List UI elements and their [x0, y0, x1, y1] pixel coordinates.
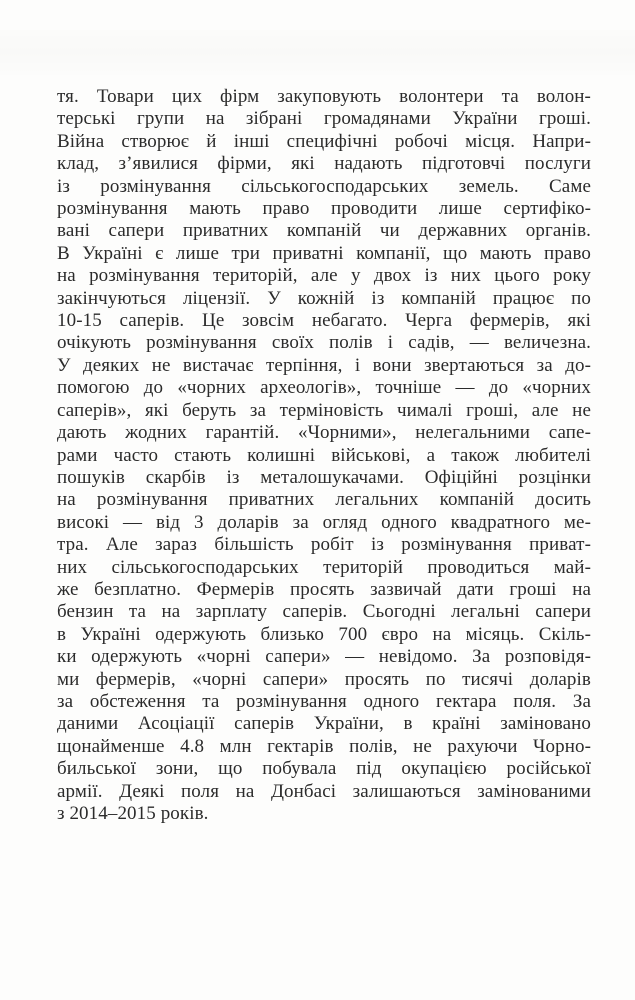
text-line: високі — від 3 доларів за огляд одного квадратного ме-	[57, 511, 591, 533]
text-line: розмінування мають право проводити лише сертифіко-	[57, 198, 591, 220]
text-line: ки одержують «чорні сапери» — невідомо. За розповідя-	[57, 646, 591, 668]
text-line: щонайменше 4.8 млн гектарів полів, не рахуючи Чорно-	[57, 735, 591, 757]
text-line: рами часто стають колишні військові, а також любителі	[57, 444, 591, 466]
text-line: пошуків скарбів із металошукачами. Офіційні розцінки	[57, 466, 591, 488]
text-line: ми фермерів, «чорні сапери» просять по тисячі доларів	[57, 668, 591, 690]
text-line: тра. Але зараз більшість робіт із розмінування приват-	[57, 534, 591, 556]
text-line: з 2014–2015 років.	[57, 803, 209, 824]
text-line: 10-15 саперів. Це зовсім небагато. Черга фермерів, які	[57, 310, 591, 332]
text-line: бильської зони, що побувала під окупацією російської	[57, 758, 591, 780]
text-line: них сільськогосподарських територій проводиться май-	[57, 556, 591, 578]
text-line: із розмінування сільськогосподарських земель. Саме	[57, 175, 591, 197]
text-line: вані сапери приватних компаній чи державних органів.	[57, 220, 591, 242]
text-line: дають жодних гарантій. «Чорними», нелегальними сапе-	[57, 422, 591, 444]
text-line: В Україні є лише три приватні компанії, що мають право	[57, 242, 591, 264]
text-line: в Україні одержують близько 700 євро на місяць. Скіль-	[57, 623, 591, 645]
text-line: бензин та на зарплату саперів. Сьогодні легальні сапери	[57, 601, 591, 623]
text-line: помогою до «чорних археологів», точніше — до «чорних	[57, 377, 591, 399]
text-line: армії. Деякі поля на Донбасі залишаються замінованими	[57, 780, 591, 802]
text-line: очікують розмінування своїх полів і садів, — величезна.	[57, 332, 591, 354]
text-line: же безплатно. Фермерів просять зазвичай дати гроші на	[57, 578, 591, 600]
text-line: терські групи на зібрані громадянами України гроші.	[57, 108, 591, 130]
text-line: клад, з’явилися фірми, які надають підготовчі послуги	[57, 153, 591, 175]
body-paragraph	[57, 86, 591, 825]
text-line: закінчуються ліцензії. У кожній із компаній працює по	[57, 287, 591, 309]
text-line: даними Асоціації саперів України, в країні заміновано	[57, 713, 591, 735]
text-line: Війна створює й інші специфічні робочі місця. Напри-	[57, 130, 591, 152]
text-line: тя. Товари цих фірм закуповують волонтери та волон-	[57, 86, 591, 107]
text-line: на розмінування територій, але у двох із них цього року	[57, 265, 591, 287]
text-line: У деяких не вистачає терпіння, і вони звертаються за до-	[57, 354, 591, 376]
text-line: на розмінування приватних легальних компаній досить	[57, 489, 591, 511]
text-line: саперів», які беруть за терміновість чималі гроші, але не	[57, 399, 591, 421]
text-line: за обстеження та розмінування одного гектара поля. За	[57, 690, 591, 712]
